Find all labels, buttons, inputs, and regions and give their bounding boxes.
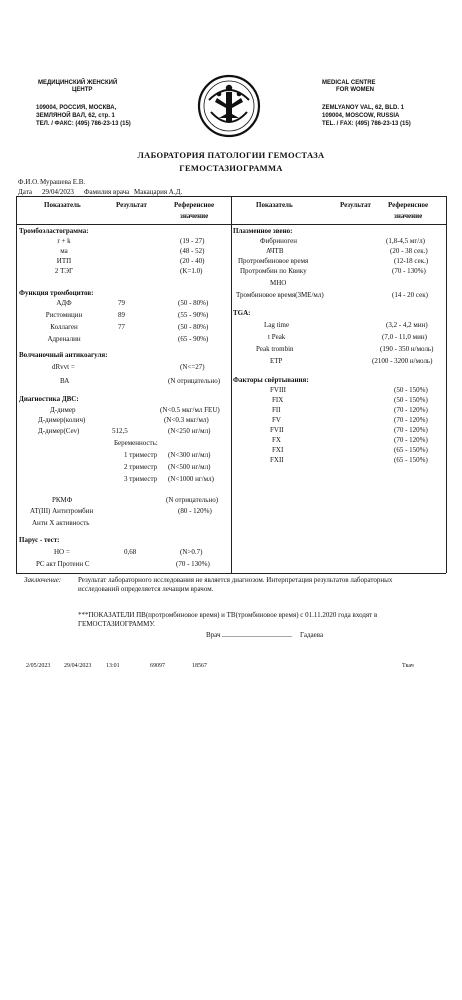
row-ref: (K=1.0) [180,267,203,275]
table-right-border [446,196,447,573]
row-ref: (55 - 90%) [178,311,209,319]
row-name: FII [272,406,281,414]
col-header-result-right: Результат [340,201,371,209]
row-name: Д-димер(колич) [38,416,86,424]
row-ref: (1,8-4,5 мг/л) [386,237,425,245]
lab-report-page [2,54,460,700]
row-ref: (50 - 80%) [178,299,209,307]
section-factors: Факторы свёртывания: [233,376,309,384]
section-parus: Парус - тест: [19,536,60,544]
col-header-ref-right: Референсное [388,201,429,209]
row-name: РКМФ [52,496,73,504]
row-name: FIX [272,396,284,404]
row-name: FVII [270,426,284,434]
signature-label: Врач [206,631,221,639]
row-ref: (N<500 нг/мл) [168,463,211,471]
phone-en: TEL. / FAX: (495) 786-23-13 (15) [322,121,411,127]
row-ref: (20 - 38 сек.) [390,247,428,255]
address-en-line2: 109004, MOSCOW, RUSSIA [322,113,400,119]
table-middle-border [231,196,232,573]
footer-time: 13:01 [106,663,120,669]
conclusion-label: Заключение: [24,576,62,584]
section-dic: Диагностика ДВС: [19,395,79,403]
row-name: Lag time [264,321,290,329]
fio-label: Ф.И.О. [18,178,39,186]
row-ref: (65 - 150%) [394,446,428,454]
row-name: ИТП [56,257,72,265]
report-title: ЛАБОРАТОРИЯ ПАТОЛОГИИ ГЕМОСТАЗА [137,150,325,160]
row-ref: (70 - 130%) [392,267,426,275]
table-left-border [16,196,17,573]
col-header-ref-left-2: значение [180,212,209,220]
row-ref: (190 - 350 н/моль) [380,345,434,353]
row-ref: (48 - 52) [180,247,205,255]
row-name: Д-димер [50,406,76,414]
row-name: АЧТВ [266,247,284,255]
row-name: АТ(III) Антитромбин [30,507,94,515]
row-ref: (65 - 150%) [394,456,428,464]
row-ref: (N<=27) [180,363,205,371]
row-ref: (50 - 150%) [394,396,428,404]
row-ref: (70 - 120%) [394,406,428,414]
row-ref: (N<0.5 мкг/мл FEU) [160,406,220,414]
row-name: Ристомицин [45,311,83,319]
row-ref: (50 - 80%) [178,323,209,331]
footer-number-1: 69097 [150,663,165,669]
row-ref: (70 - 120%) [394,436,428,444]
footer-sample-date: 29/04/2023 [64,663,92,669]
row-name: НО = [54,548,70,556]
row-value: 512,5 [112,427,128,435]
section-teg: Тромбоэластограмма: [19,227,89,235]
row-name: FX [272,436,281,444]
row-name: Фибриноген [260,237,297,245]
row-ref: (20 - 40) [180,257,205,265]
row-name: Peak trombin [256,345,294,353]
row-name: FVIII [270,386,286,394]
pregnancy-label: Беременность: [114,439,158,447]
row-name: PC акт Протеин С [36,560,90,568]
report-subtitle: ГЕМОСТАЗИОГРАММА [179,163,283,173]
row-ref: (N<300 нг/мл) [168,451,211,459]
note-line2: ГЕМОСТАЗИОГРАММУ. [78,620,155,628]
row-ref: (80 - 120%) [178,507,212,515]
address-ru-line1: 109004, РОССИЯ, МОСКВА, [36,105,117,111]
col-header-name-right: Показатель [256,201,293,209]
row-name: Д-димер(Сev) [38,427,80,435]
section-tga: TGA: [233,309,251,317]
conclusion-line2: исследований определяется лечащим врачом. [78,585,214,593]
clinic-name-ru-line1: МЕДИЦИНСКИЙ ЖЕНСКИЙ [38,80,118,86]
row-name: dRvvt = [52,363,75,371]
row-ref: (N>0.7) [180,548,203,556]
row-value: 77 [118,323,125,331]
row-ref: (N<1000 нг/мл) [168,475,214,483]
row-value: 79 [118,299,125,307]
footer-print-date: 2/05/2023 [26,663,51,669]
row-ref: (70 - 120%) [394,416,428,424]
row-ref: (70 - 120%) [394,426,428,434]
row-name: Адреналин [47,335,81,343]
col-header-result-left: Результат [116,201,147,209]
clinic-name-en-line1: MEDICAL CENTRE [322,80,376,86]
row-ref: (2100 - 3200 н/моль) [372,357,433,365]
row-name: Анти Х активность [32,519,90,527]
col-header-ref-left: Референсное [174,201,215,209]
section-lupus: Волчаночный антикоагуля: [19,351,108,359]
row-ref: (N<0.3 мкг/мл) [164,416,209,424]
row-name: 2 ТЭГ [54,267,74,275]
row-ref: (N отрицательно) [168,377,221,385]
row-ref: (50 - 150%) [394,386,428,394]
conclusion-line1: Результат лабораторного исследования не является диагнозом. Интерпретация результатов лабораторных [78,576,393,584]
row-value: 0,68 [124,548,137,556]
row-name: 3 триместр [124,475,158,483]
row-name: t Peak [268,333,286,341]
row-name: МНО [270,279,287,287]
clinic-logo-icon [197,74,261,138]
doctor-name: Макацария А.Д. [134,188,183,196]
row-name: FXII [270,456,284,464]
row-ref: (65 - 90%) [178,335,209,343]
phone-ru: ТЕЛ. / ФАКС: (495) 786-23-13 (15) [36,121,131,127]
table-bottom-border [16,573,446,574]
signature-name: Гадаева [300,631,324,639]
footer-operator: Ткач [402,663,414,669]
date-label: Дата [18,188,32,196]
row-name: Тромбиновое время(3МЕ/мл) [236,291,324,299]
section-plasma: Плазменное звено: [233,227,293,235]
row-ref: (12-18 сек.) [394,257,429,265]
footer-number-2: 18567 [192,663,207,669]
row-name: ETP [270,357,283,365]
row-name: 2 триместр [124,463,158,471]
address-ru-line2: ЗЕМЛЯНОЙ ВАЛ, 62, стр. 1 [36,113,115,119]
row-name: 1 триместр [124,451,158,459]
col-header-ref-right-2: значение [394,212,423,220]
row-name: FV [272,416,281,424]
doctor-label: Фамилия врача [84,188,130,196]
row-ref: (14 - 20 сек) [392,291,428,299]
clinic-name-en-line2: FOR WOMEN [336,87,374,93]
row-ref: (7,0 - 11,0 мин) [382,333,427,341]
row-name: АДФ [56,299,72,307]
row-name: r + k [57,237,71,245]
row-name: Протромбиновое время [238,257,309,265]
clinic-name-ru-line2: ЦЕНТР [72,87,93,93]
report-date: 29/04/2023 [42,188,74,196]
patient-name: Мурашева Е.В. [40,178,86,186]
row-ref: (19 - 27) [180,237,205,245]
signature-line: ____________________ [222,630,292,638]
row-ref: (N<250 нг/мл) [168,427,211,435]
address-en-line1: ZEMLYANOY VAL, 62, BLD. 1 [322,105,405,111]
row-value: 89 [118,311,125,319]
row-name: Протромбин по Квику [240,267,307,275]
row-name: ма [60,247,68,255]
col-header-name-left: Показатель [44,201,81,209]
section-platelet: Функция тромбоцитов: [19,289,94,297]
row-name: Коллаген [50,323,78,331]
note-line1: ***ПОКАЗАТЕЛИ ПВ(протромбиновое время) и ТВ(тромбиновое время) с 01.11.2020 года входят в [78,611,378,619]
row-ref: (3,2 - 4,2 мин) [386,321,428,329]
row-ref: (70 - 130%) [176,560,210,568]
row-name: FXI [272,446,284,454]
row-ref: (N отрицательно) [166,496,219,504]
row-name: ВА [60,377,70,385]
